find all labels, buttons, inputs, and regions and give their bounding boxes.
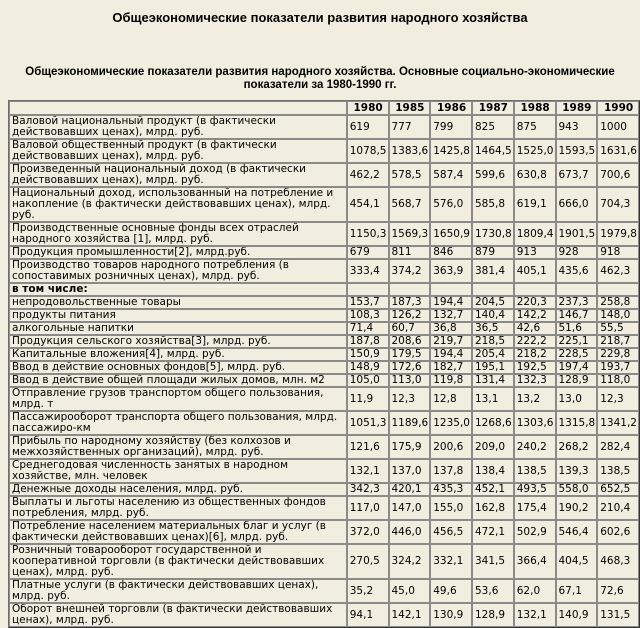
- indicator-label: Ввод в действие основных фондов[5], млрд. руб.: [9, 361, 347, 374]
- value-cell: 204,5: [472, 296, 514, 309]
- value-cell: 192,5: [514, 361, 556, 374]
- value-cell: 240,2: [514, 435, 556, 459]
- value-cell: 147,0: [389, 496, 431, 520]
- value-cell: 456,5: [430, 520, 472, 544]
- value-cell: 218,7: [597, 335, 639, 348]
- value-cell: 162,8: [472, 496, 514, 520]
- value-cell: [430, 283, 472, 296]
- value-cell: 218,2: [514, 348, 556, 361]
- value-cell: 404,5: [556, 544, 598, 579]
- value-cell: 60,7: [389, 322, 431, 335]
- table-row: [9, 139, 639, 163]
- value-cell: 172,6: [389, 361, 431, 374]
- value-cell: 146,7: [556, 309, 598, 322]
- value-cell: 193,7: [597, 361, 639, 374]
- table-body: [9, 115, 639, 627]
- table-row: [9, 435, 639, 459]
- indicator-label: Платные услуги (в фактически действовавших ценах), млрд. руб.: [9, 579, 347, 603]
- value-cell: 420,1: [389, 483, 431, 496]
- value-cell: [514, 283, 556, 296]
- value-cell: 666,0: [556, 187, 598, 222]
- value-cell: 568,7: [389, 187, 431, 222]
- value-cell: 131,4: [472, 374, 514, 387]
- value-cell: 132,1: [514, 603, 556, 627]
- indicator-label: Валовой общественный продукт (в фактически действовавших ценах), млрд. руб.: [9, 139, 347, 163]
- value-cell: 139,3: [556, 459, 598, 483]
- year-header: 1989: [556, 101, 598, 115]
- value-cell: 12,8: [430, 387, 472, 411]
- value-cell: 51,6: [556, 322, 598, 335]
- table-row: [9, 246, 639, 259]
- value-cell: 1650,9: [430, 222, 472, 246]
- indicator-label: Отправление грузов транспортом общего пользования, млрд. т: [9, 387, 347, 411]
- value-cell: 502,9: [514, 520, 556, 544]
- value-cell: 1631,6: [597, 139, 639, 163]
- indicator-label: продукты питания: [9, 309, 347, 322]
- value-cell: 35,2: [347, 579, 389, 603]
- value-cell: 1341,2: [597, 411, 639, 435]
- value-cell: 619,1: [514, 187, 556, 222]
- value-cell: 405,1: [514, 259, 556, 283]
- value-cell: 1425,8: [430, 139, 472, 163]
- value-cell: 879: [472, 246, 514, 259]
- value-cell: 918: [597, 246, 639, 259]
- value-cell: 619: [347, 115, 389, 139]
- value-cell: 11,9: [347, 387, 389, 411]
- value-cell: 558,0: [556, 483, 598, 496]
- year-header: 1990: [597, 101, 639, 115]
- table-row: [9, 309, 639, 322]
- value-cell: 187,3: [389, 296, 431, 309]
- value-cell: 132,3: [514, 374, 556, 387]
- value-cell: 673,7: [556, 163, 598, 187]
- value-cell: 137,0: [389, 459, 431, 483]
- value-cell: 1383,6: [389, 139, 431, 163]
- value-cell: 324,2: [389, 544, 431, 579]
- value-cell: 94,1: [347, 603, 389, 627]
- value-cell: 208,6: [389, 335, 431, 348]
- table-row: [9, 387, 639, 411]
- table-row: [9, 520, 639, 544]
- value-cell: 462,2: [347, 163, 389, 187]
- value-cell: 219,7: [430, 335, 472, 348]
- value-cell: 190,2: [556, 496, 598, 520]
- value-cell: 72,6: [597, 579, 639, 603]
- value-cell: 148,9: [347, 361, 389, 374]
- value-cell: 142,1: [389, 603, 431, 627]
- indicator-label: Потребление населением материальных благ и услуг (в фактически действовавших ценах)[6], млрд. руб.: [9, 520, 347, 544]
- value-cell: 13,1: [472, 387, 514, 411]
- table-row: [9, 296, 639, 309]
- value-cell: 62,0: [514, 579, 556, 603]
- value-cell: 153,7: [347, 296, 389, 309]
- table-row: [9, 496, 639, 520]
- value-cell: 108,3: [347, 309, 389, 322]
- indicator-label: Оборот внешней торговли (в фактически действовавших ценах), млрд. руб.: [9, 603, 347, 627]
- table-header-row: [9, 101, 639, 115]
- value-cell: 71,4: [347, 322, 389, 335]
- table-row: [9, 459, 639, 483]
- value-cell: 150,9: [347, 348, 389, 361]
- value-cell: 12,3: [597, 387, 639, 411]
- indicator-label: Прибыль по народному хозяйству (без колхозов и межхозяйственных организаций), млрд. руб.: [9, 435, 347, 459]
- value-cell: 113,0: [389, 374, 431, 387]
- value-cell: 1000: [597, 115, 639, 139]
- value-cell: 454,1: [347, 187, 389, 222]
- value-cell: 225,1: [556, 335, 598, 348]
- value-cell: 237,3: [556, 296, 598, 309]
- indicator-label: Производство товаров народного потребления (в сопоставимых розничных ценах), млрд. руб.: [9, 259, 347, 283]
- value-cell: 42,6: [514, 322, 556, 335]
- value-cell: 142,2: [514, 309, 556, 322]
- value-cell: 121,6: [347, 435, 389, 459]
- value-cell: 205,4: [472, 348, 514, 361]
- value-cell: [472, 283, 514, 296]
- value-cell: 374,2: [389, 259, 431, 283]
- value-cell: 1901,5: [556, 222, 598, 246]
- value-cell: 1268,6: [472, 411, 514, 435]
- value-cell: [597, 283, 639, 296]
- value-cell: 155,0: [430, 496, 472, 520]
- value-cell: 576,0: [430, 187, 472, 222]
- value-cell: 452,1: [472, 483, 514, 496]
- value-cell: 341,5: [472, 544, 514, 579]
- value-cell: 229,8: [597, 348, 639, 361]
- value-cell: 652,5: [597, 483, 639, 496]
- value-cell: 55,5: [597, 322, 639, 335]
- value-cell: 220,3: [514, 296, 556, 309]
- value-cell: 777: [389, 115, 431, 139]
- value-cell: 1189,6: [389, 411, 431, 435]
- value-cell: 132,1: [347, 459, 389, 483]
- value-cell: 587,4: [430, 163, 472, 187]
- table-row: [9, 348, 639, 361]
- value-cell: 105,0: [347, 374, 389, 387]
- value-cell: 1525,0: [514, 139, 556, 163]
- value-cell: 1315,8: [556, 411, 598, 435]
- value-cell: 13,2: [514, 387, 556, 411]
- value-cell: 1303,6: [514, 411, 556, 435]
- value-cell: 209,0: [472, 435, 514, 459]
- indicator-label: Пассажирооборот транспорта общего пользования, млрд. пассажиро-км: [9, 411, 347, 435]
- year-header: 1980: [347, 101, 389, 115]
- table-row: [9, 335, 639, 348]
- value-cell: 117,0: [347, 496, 389, 520]
- value-cell: 811: [389, 246, 431, 259]
- indicator-label: Валовой национальный продукт (в фактически действовавших ценах), млрд. руб.: [9, 115, 347, 139]
- table-row: [9, 411, 639, 435]
- value-cell: 446,0: [389, 520, 431, 544]
- value-cell: 1150,3: [347, 222, 389, 246]
- year-header: 1988: [514, 101, 556, 115]
- value-cell: 13,0: [556, 387, 598, 411]
- table-row: [9, 322, 639, 335]
- value-cell: 182,7: [430, 361, 472, 374]
- table-row: [9, 544, 639, 579]
- value-cell: 175,9: [389, 435, 431, 459]
- value-cell: 1979,8: [597, 222, 639, 246]
- value-cell: 119,8: [430, 374, 472, 387]
- value-cell: 118,0: [597, 374, 639, 387]
- value-cell: 128,9: [556, 374, 598, 387]
- header-label-cell: [9, 101, 347, 115]
- value-cell: 222,2: [514, 335, 556, 348]
- value-cell: 1569,3: [389, 222, 431, 246]
- indicator-label: Национальный доход, использованный на потребление и накопление (в фактически действовавших ценах), млрд. руб.: [9, 187, 347, 222]
- value-cell: 1809,4: [514, 222, 556, 246]
- table-row: [9, 115, 639, 139]
- year-header: 1986: [430, 101, 472, 115]
- value-cell: 472,1: [472, 520, 514, 544]
- value-cell: 194,4: [430, 348, 472, 361]
- value-cell: 49,6: [430, 579, 472, 603]
- indicator-label: Капитальные вложения[4], млрд. руб.: [9, 348, 347, 361]
- value-cell: 195,1: [472, 361, 514, 374]
- indicators-table: [8, 100, 640, 628]
- indicator-label: Среднегодовая численность занятых в народном хозяйстве, млн. человек: [9, 459, 347, 483]
- value-cell: 462,3: [597, 259, 639, 283]
- value-cell: 175,4: [514, 496, 556, 520]
- value-cell: 381,4: [472, 259, 514, 283]
- value-cell: 599,6: [472, 163, 514, 187]
- value-cell: 630,8: [514, 163, 556, 187]
- value-cell: 913: [514, 246, 556, 259]
- value-cell: 36,8: [430, 322, 472, 335]
- indicator-label: непродовольственные товары: [9, 296, 347, 309]
- value-cell: 131,5: [597, 603, 639, 627]
- value-cell: 342,3: [347, 483, 389, 496]
- value-cell: 197,4: [556, 361, 598, 374]
- value-cell: 45,0: [389, 579, 431, 603]
- indicator-label: в том числе:: [9, 283, 347, 296]
- value-cell: 179,5: [389, 348, 431, 361]
- value-cell: 578,5: [389, 163, 431, 187]
- value-cell: 372,0: [347, 520, 389, 544]
- table-caption: Общеэкономические показатели развития народного хозяйства. Основные социально-экономические показатели за 1980-1990 гг.: [25, 66, 615, 91]
- value-cell: 210,4: [597, 496, 639, 520]
- table-row: [9, 374, 639, 387]
- value-cell: [347, 283, 389, 296]
- value-cell: 1730,8: [472, 222, 514, 246]
- table-row: [9, 187, 639, 222]
- value-cell: 468,3: [597, 544, 639, 579]
- value-cell: 36,5: [472, 322, 514, 335]
- indicator-label: Продукция сельского хозяйства[3], млрд. руб.: [9, 335, 347, 348]
- value-cell: 132,7: [430, 309, 472, 322]
- value-cell: 140,4: [472, 309, 514, 322]
- table-row: [9, 259, 639, 283]
- value-cell: 130,9: [430, 603, 472, 627]
- value-cell: 943: [556, 115, 598, 139]
- value-cell: 679: [347, 246, 389, 259]
- value-cell: 704,3: [597, 187, 639, 222]
- year-header: 1987: [472, 101, 514, 115]
- value-cell: 268,2: [556, 435, 598, 459]
- year-header: 1985: [389, 101, 431, 115]
- value-cell: 799: [430, 115, 472, 139]
- value-cell: 228,5: [556, 348, 598, 361]
- value-cell: 493,5: [514, 483, 556, 496]
- value-cell: 1235,0: [430, 411, 472, 435]
- value-cell: 363,9: [430, 259, 472, 283]
- indicator-label: алкогольные напитки: [9, 322, 347, 335]
- value-cell: 67,1: [556, 579, 598, 603]
- value-cell: 12,3: [389, 387, 431, 411]
- value-cell: 148,0: [597, 309, 639, 322]
- value-cell: 1464,5: [472, 139, 514, 163]
- value-cell: 435,6: [556, 259, 598, 283]
- table-section-row: [9, 283, 639, 296]
- value-cell: 137,8: [430, 459, 472, 483]
- value-cell: 366,4: [514, 544, 556, 579]
- value-cell: 546,4: [556, 520, 598, 544]
- value-cell: 282,4: [597, 435, 639, 459]
- value-cell: 140,9: [556, 603, 598, 627]
- table-row: [9, 579, 639, 603]
- indicator-label: Производственные основные фонды всех отраслей народного хозяйства [1], млрд. руб.: [9, 222, 347, 246]
- page-title: Общеэкономические показатели развития народного хозяйства: [112, 10, 528, 25]
- value-cell: 928: [556, 246, 598, 259]
- value-cell: 138,5: [514, 459, 556, 483]
- value-cell: 825: [472, 115, 514, 139]
- indicator-label: Денежные доходы населения, млрд. руб.: [9, 483, 347, 496]
- value-cell: 1051,3: [347, 411, 389, 435]
- value-cell: 53,6: [472, 579, 514, 603]
- value-cell: 602,6: [597, 520, 639, 544]
- indicator-label: Ввод в действие общей площади жилых домов, млн. м2: [9, 374, 347, 387]
- value-cell: 700,6: [597, 163, 639, 187]
- table-row: [9, 163, 639, 187]
- value-cell: 200,6: [430, 435, 472, 459]
- table-row: [9, 603, 639, 627]
- indicator-label: Продукция промышленности[2], млрд.руб.: [9, 246, 347, 259]
- value-cell: 138,4: [472, 459, 514, 483]
- value-cell: [389, 283, 431, 296]
- value-cell: 194,4: [430, 296, 472, 309]
- value-cell: 333,4: [347, 259, 389, 283]
- value-cell: 126,2: [389, 309, 431, 322]
- indicator-label: Выплаты и льготы населению из общественных фондов потребления, млрд. руб.: [9, 496, 347, 520]
- value-cell: 846: [430, 246, 472, 259]
- value-cell: 258,8: [597, 296, 639, 309]
- value-cell: 218,5: [472, 335, 514, 348]
- indicator-label: Розничный товарооборот государственной и кооперативной торговли (в фактически действовавших ценах), млрд. руб.: [9, 544, 347, 579]
- value-cell: 128,9: [472, 603, 514, 627]
- value-cell: 138,5: [597, 459, 639, 483]
- value-cell: 1078,5: [347, 139, 389, 163]
- value-cell: 875: [514, 115, 556, 139]
- table-row: [9, 222, 639, 246]
- value-cell: 435,3: [430, 483, 472, 496]
- table-row: [9, 483, 639, 496]
- value-cell: 187,8: [347, 335, 389, 348]
- table-row: [9, 361, 639, 374]
- indicator-label: Произведенный национальный доход (в фактически действовавших ценах), млрд. руб.: [9, 163, 347, 187]
- value-cell: 585,8: [472, 187, 514, 222]
- value-cell: 270,5: [347, 544, 389, 579]
- value-cell: [556, 283, 598, 296]
- value-cell: 1593,5: [556, 139, 598, 163]
- value-cell: 332,1: [430, 544, 472, 579]
